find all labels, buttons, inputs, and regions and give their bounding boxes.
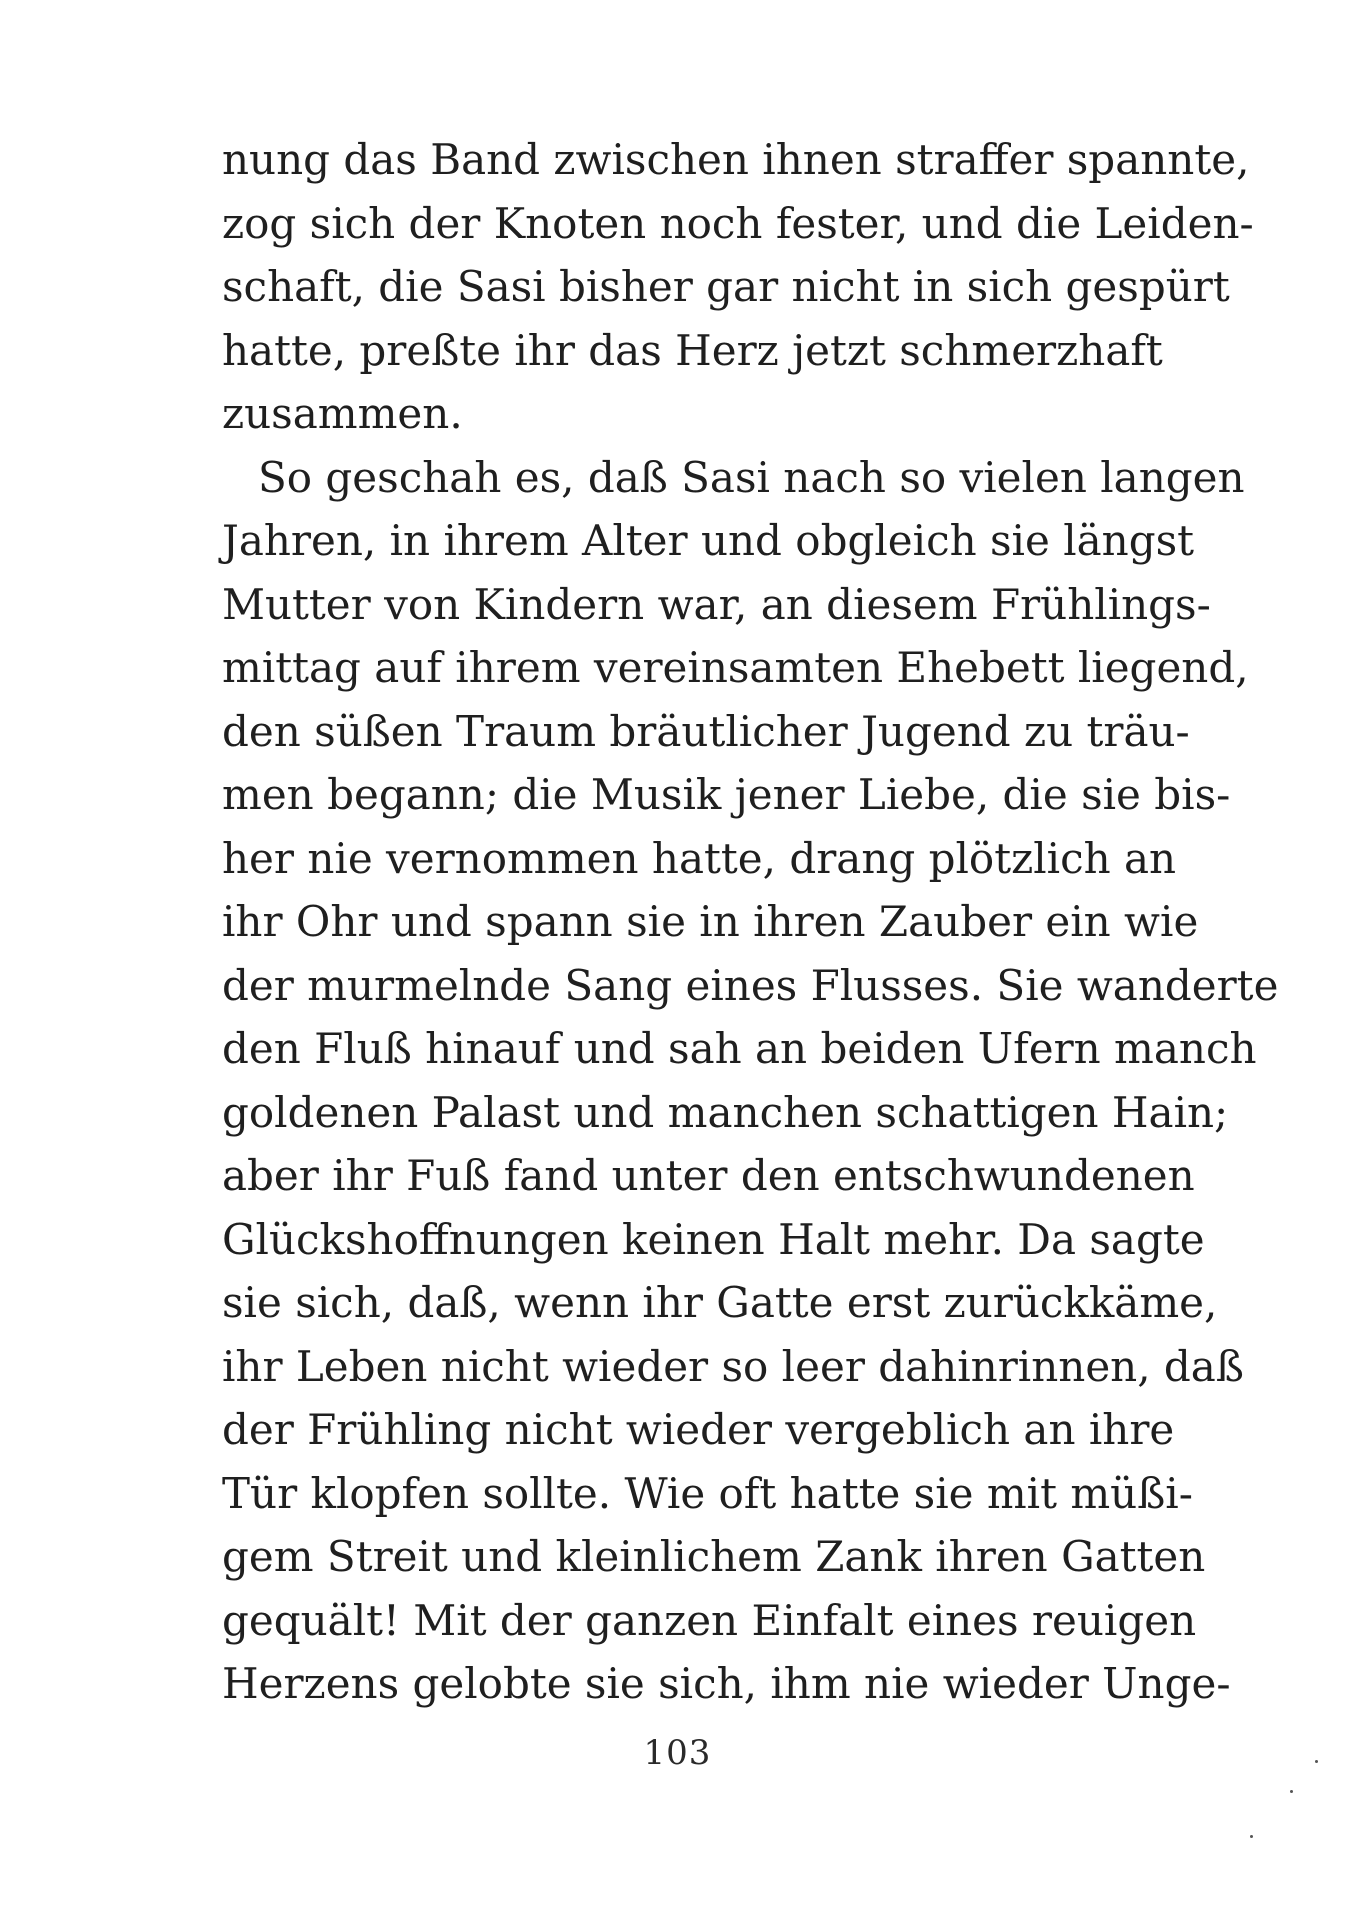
text-line: hatte, preßte ihr das Herz jetzt schmerzhaft bbox=[222, 325, 1163, 375]
body-text bbox=[222, 128, 1279, 1716]
scan-speck bbox=[1250, 1835, 1253, 1838]
text-line: nung das Band zwischen ihnen straffer spannte, bbox=[222, 135, 1250, 184]
text-line: zusammen. bbox=[222, 389, 463, 438]
text-line: goldenen Palast und manchen schattigen Hain; bbox=[222, 1087, 1229, 1137]
text-line: zog sich der Knoten noch fester, und die Leiden- bbox=[222, 198, 1254, 248]
text-line: her nie vernommen hatte, drang plötzlich an bbox=[222, 833, 1177, 883]
text-line: gem Streit und kleinlichem Zank ihren Gatten bbox=[222, 1532, 1206, 1581]
text-line: der Frühling nicht wieder vergeblich an ihre bbox=[222, 1405, 1175, 1454]
text-line: sie sich, daß, wenn ihr Gatte erst zurückkäme, bbox=[222, 1278, 1218, 1327]
text-line: men begann; die Musik jener Liebe, die sie bis- bbox=[222, 770, 1231, 819]
text-line: gequält! Mit der ganzen Einfalt eines reuigen bbox=[222, 1595, 1197, 1645]
text-line: ihr Ohr und spann sie in ihren Zauber ein wie bbox=[222, 897, 1199, 946]
scan-speck bbox=[1315, 1760, 1318, 1763]
scan-speck bbox=[1290, 1790, 1293, 1793]
text-line: den Fluß hinauf und sah an beiden Ufern manch bbox=[222, 1024, 1257, 1073]
text-line: der murmelnde Sang eines Flusses. Sie wanderte bbox=[222, 960, 1279, 1010]
text-line: Mutter von Kindern war, an diesem Frühlings- bbox=[222, 579, 1211, 629]
text-line: Jahren, in ihrem Alter und obgleich sie längst bbox=[222, 516, 1195, 565]
text-line: mittag auf ihrem vereinsamten Ehebett liegend, bbox=[222, 643, 1249, 692]
text-line: Herzens gelobte sie sich, ihm nie wieder Unge- bbox=[222, 1659, 1231, 1708]
text-line: aber ihr Fuß fand unter den entschwundenen bbox=[222, 1151, 1195, 1200]
text-line: So geschah es, daß Sasi nach so vielen langen bbox=[258, 452, 1245, 502]
text-line: ihr Leben nicht wieder so leer dahinrinnen, daß bbox=[222, 1341, 1244, 1391]
text-line: den süßen Traum bräutlicher Jugend zu träu- bbox=[222, 706, 1190, 756]
text-line: Tür klopfen sollte. Wie oft hatte sie mit müßi- bbox=[222, 1468, 1193, 1518]
text-line: schaft, die Sasi bisher gar nicht in sich gespürt bbox=[222, 262, 1230, 311]
text-line: Glückshoffnungen keinen Halt mehr. Da sagte bbox=[222, 1214, 1205, 1264]
page-number: 103 bbox=[643, 1733, 712, 1773]
